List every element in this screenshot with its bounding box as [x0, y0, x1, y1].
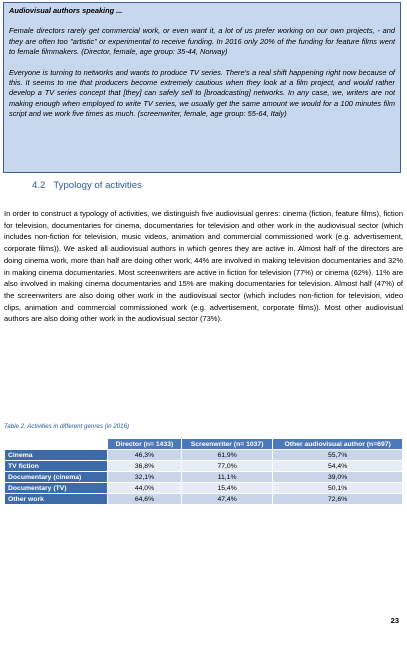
table-header-director: Director (n= 1433) [108, 439, 182, 450]
table-caption: Table 2. Activities in different genres (in 2016) [4, 423, 130, 430]
table-row [5, 494, 403, 505]
body-paragraph: In order to construct a typology of activities, we distinguish five audiovisual genres: cinema (fiction, feature films), fiction for television, documentaries for cinema, documentaries for television and other work in the audiovisual sector (which includes non-fiction for television, music videos, animation and commercial commissioned work (e.g. advertisement, corporate films)). We asked all audiovisual authors in which genres they are active in. Almost half of the directors are doing cinema work, more than half are doing other work, 44% are involved in making television documentaries and 32% in making cinema documentaries. Most screenwriters are active in fiction for television (77%) or cinema (62%). 11% are also involved in making cinema documentaries and 15% are making documentaries for television. Almost half (47%) of the screenwriters are also doing other work in the audiovisual sector (which includes non-fiction for television, video clips, animation and commercial commissioned work (e.g. advertisement, corporate films)). Most other audiovisual authors are also doing other work in the audiovisual sector (73%). [4, 209, 403, 324]
section-number: 4.2 [32, 180, 46, 191]
quote-screenwriter: Everyone is turning to networks and wants to produce TV series. There's a real shift happening right now because of this. It seems to me that producers become extremely cautious when they look at a film project, and would rather develop a TV series concept that [they] can safely sell to [broadcasting] networks. In any case, we, writers are not making enough when employed to write TV series, we usually get the same amount we would for a 100 minutes film script and we work five times as much. (screenwriter, female, age group: 55-64, Italy) [9, 67, 395, 119]
table-cell: 50,1% [273, 483, 403, 494]
table-cell: 39,0% [273, 472, 403, 483]
row-label: Cinema [5, 450, 108, 461]
section-heading [32, 180, 142, 191]
table-row [5, 472, 403, 483]
activities-table [4, 438, 403, 505]
row-label: Documentary (cinema) [5, 472, 108, 483]
table-header-screenwriter: Screenwriter (n= 1037) [181, 439, 272, 450]
table-cell: 32,1% [108, 472, 182, 483]
table-cell: 15,4% [181, 483, 272, 494]
table-header-corner [5, 439, 108, 450]
table-row [5, 483, 403, 494]
table-cell: 47,4% [181, 494, 272, 505]
quote-box-title: Audiovisual authors speaking ... [9, 6, 123, 15]
table-cell: 36,8% [108, 461, 182, 472]
table-cell: 64,6% [108, 494, 182, 505]
table-row [5, 461, 403, 472]
page-number: 23 [390, 616, 399, 625]
table-header-row [5, 439, 403, 450]
table-cell: 11,1% [181, 472, 272, 483]
table-cell: 77,0% [181, 461, 272, 472]
row-label: Documentary (TV) [5, 483, 108, 494]
table-cell: 44,0% [108, 483, 182, 494]
table-header-other-author: Other audiovisual author (n=697) [273, 439, 403, 450]
row-label: TV fiction [5, 461, 108, 472]
table-cell: 55,7% [273, 450, 403, 461]
quote-director: Female directors rarely get commercial work, or even want it, a lot of us prefer working on our own projects, - and they are often too "artistic" or experimental to receive funding. In 2016 only 20% of the funding for feature films went to female filmmakers. (Director, female, age group: 35-44, Norway) [9, 26, 395, 57]
section-title: Typology of activities [53, 180, 142, 191]
table-row [5, 450, 403, 461]
row-label: Other work [5, 494, 108, 505]
table-cell: 72,6% [273, 494, 403, 505]
table-cell: 54,4% [273, 461, 403, 472]
quote-box [3, 2, 401, 173]
table-cell: 61,9% [181, 450, 272, 461]
table-cell: 46,3% [108, 450, 182, 461]
